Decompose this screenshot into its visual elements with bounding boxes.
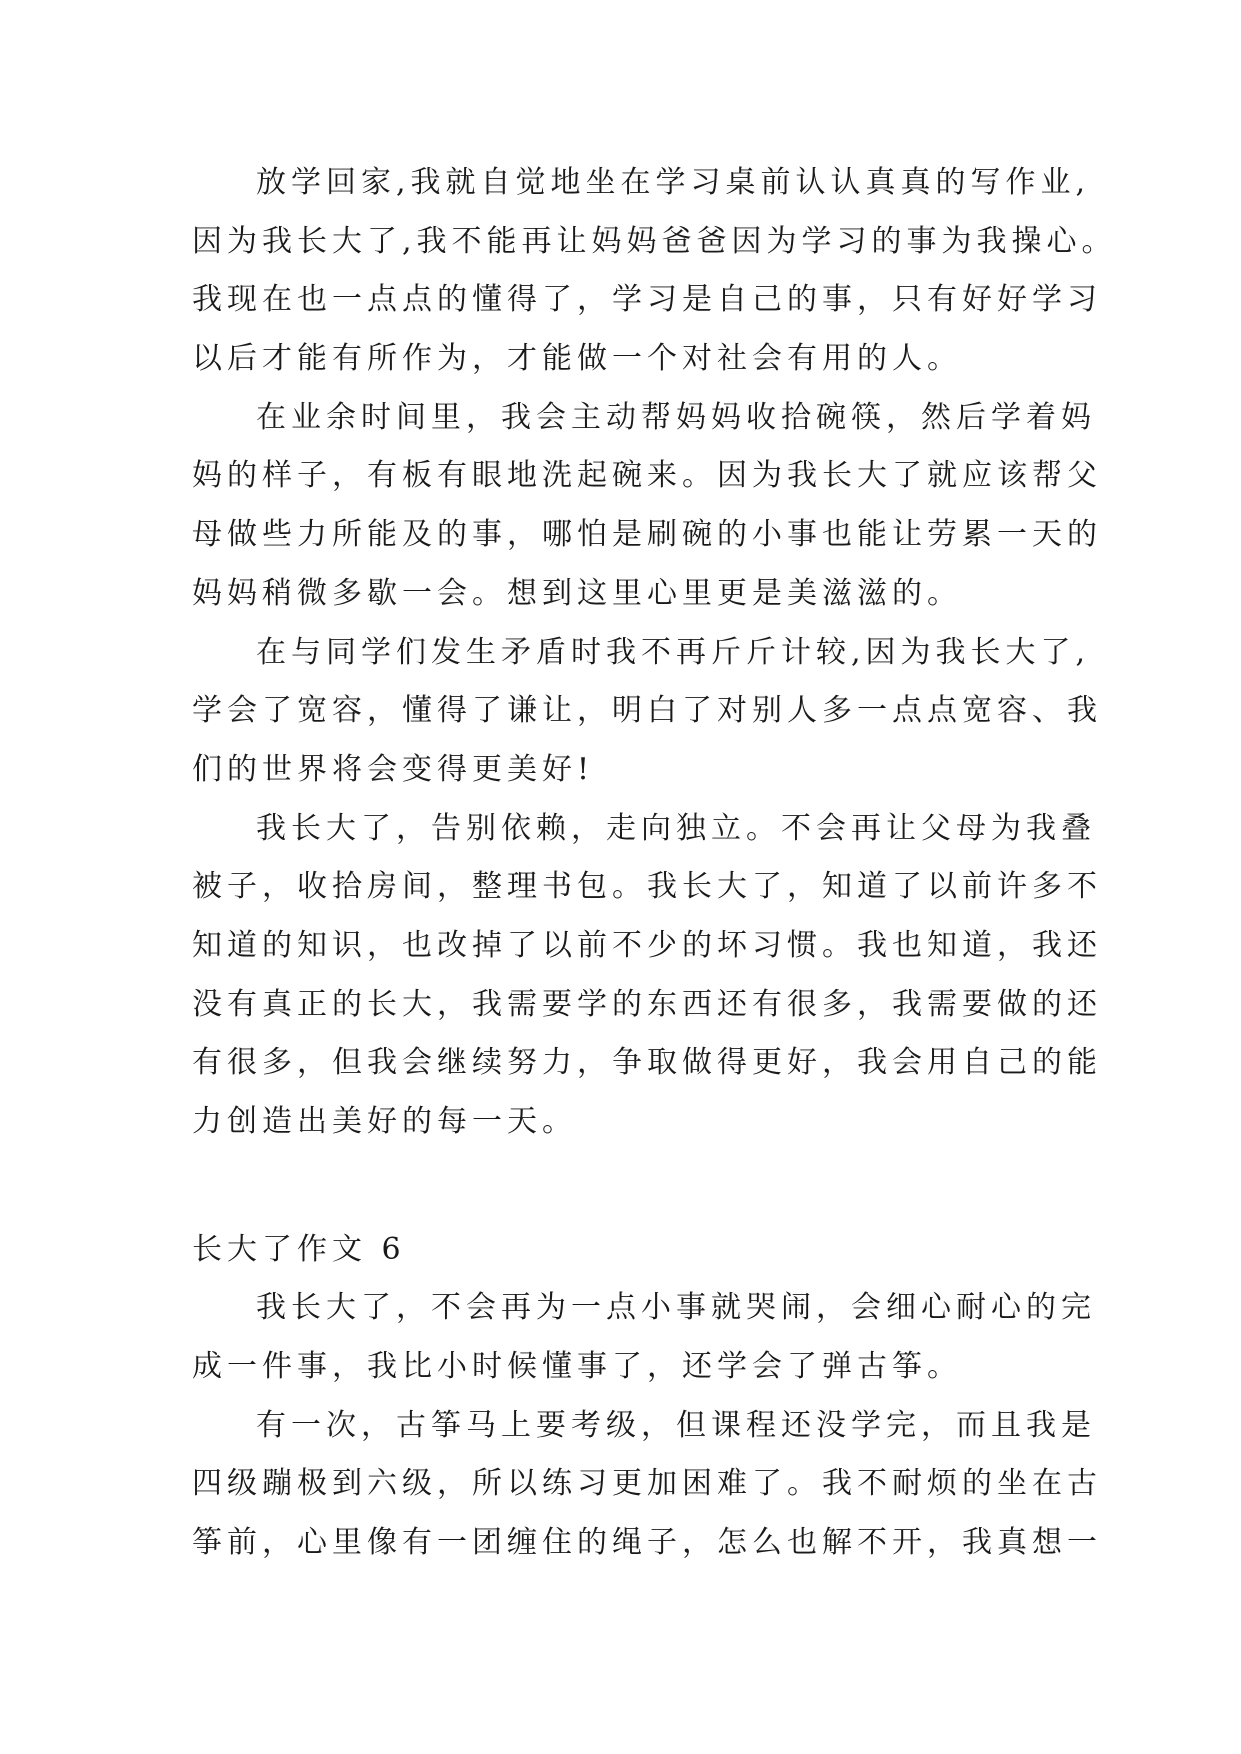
text-line: 没有真正的长大，我需要学的东西还有很多，我需要做的还 — [192, 986, 1102, 1022]
text-line: 放学回家,我就自觉地坐在学习桌前认认真真的写作业, — [256, 165, 1091, 200]
text-line: 我长大了，告别依赖，走向独立。不会再让父母为我叠 — [256, 810, 1096, 846]
section-gap — [192, 1152, 1092, 1221]
text-line: 四级蹦极到六级，所以练习更加困难了。我不耐烦的坐在古 — [192, 1466, 1102, 1502]
text-line: 筝前，心里像有一团缠住的绳子，怎么也解不开，我真想一 — [192, 1525, 1102, 1561]
text-line: 母做些力所能及的事，哪怕是刷碗的小事也能让劳累一天的 — [192, 517, 1102, 553]
text-line: 妈的样子，有板有眼地洗起碗来。因为我长大了就应该帮父 — [192, 458, 1102, 494]
text-line: 学会了宽容，懂得了谦让，明白了对别人多一点点宽容、我 — [192, 693, 1102, 729]
text-line: 有很多，但我会继续努力，争取做得更好，我会用自己的能 — [192, 1045, 1102, 1081]
text-line: 知道的知识，也改掉了以前不少的坏习惯。我也知道，我还 — [192, 927, 1102, 963]
text-line: 力创造出美好的每一天。 — [192, 1104, 577, 1139]
text-line: 在与同学们发生矛盾时我不再斤斤计较,因为我长大了, — [256, 634, 1091, 670]
text-line: 我现在也一点点的懂得了，学习是自己的事，只有好好学习 — [192, 282, 1102, 318]
text-line: 因为我长大了,我不能再让妈妈爸爸因为学习的事为我操心。 — [192, 223, 1117, 259]
text-line: 我长大了，不会再为一点小事就哭闹，会细心耐心的完 — [256, 1290, 1096, 1326]
section-heading: 长大了作文 6 — [192, 1231, 406, 1267]
text-line: 成一件事，我比小时候懂事了，还学会了弹古筝。 — [192, 1349, 962, 1385]
text-line: 有一次，古筝马上要考级，但课程还没学完，而且我是 — [256, 1407, 1096, 1443]
text-line: 妈妈稍微多歇一会。想到这里心里更是美滋滋的。 — [192, 575, 962, 611]
essay-body — [192, 154, 1117, 1573]
text-line: 们的世界将会变得更美好! — [192, 751, 595, 787]
text-line: 在业余时间里，我会主动帮妈妈收拾碗筷，然后学着妈 — [256, 399, 1096, 435]
text-line: 被子，收拾房间，整理书包。我长大了，知道了以前许多不 — [192, 869, 1102, 905]
text-line: 以后才能有所作为，才能做一个对社会有用的人。 — [192, 341, 962, 377]
